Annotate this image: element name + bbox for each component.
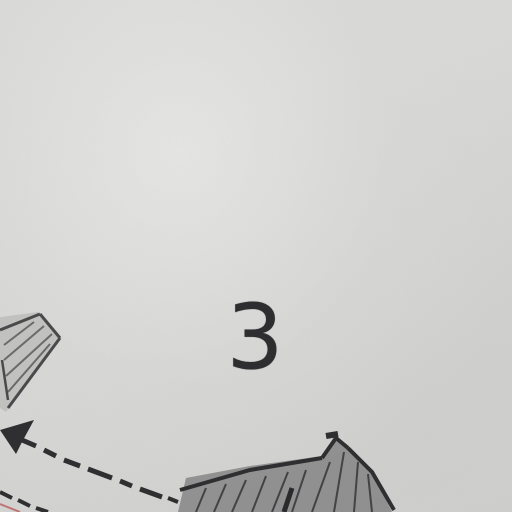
hatched-arrow-upper-left [0, 312, 60, 412]
dashed-leader-arrow [0, 420, 178, 502]
dashed-border-lower-left [0, 492, 48, 512]
hatched-region-bottom [178, 434, 394, 512]
digit-three: 3 [226, 285, 284, 390]
